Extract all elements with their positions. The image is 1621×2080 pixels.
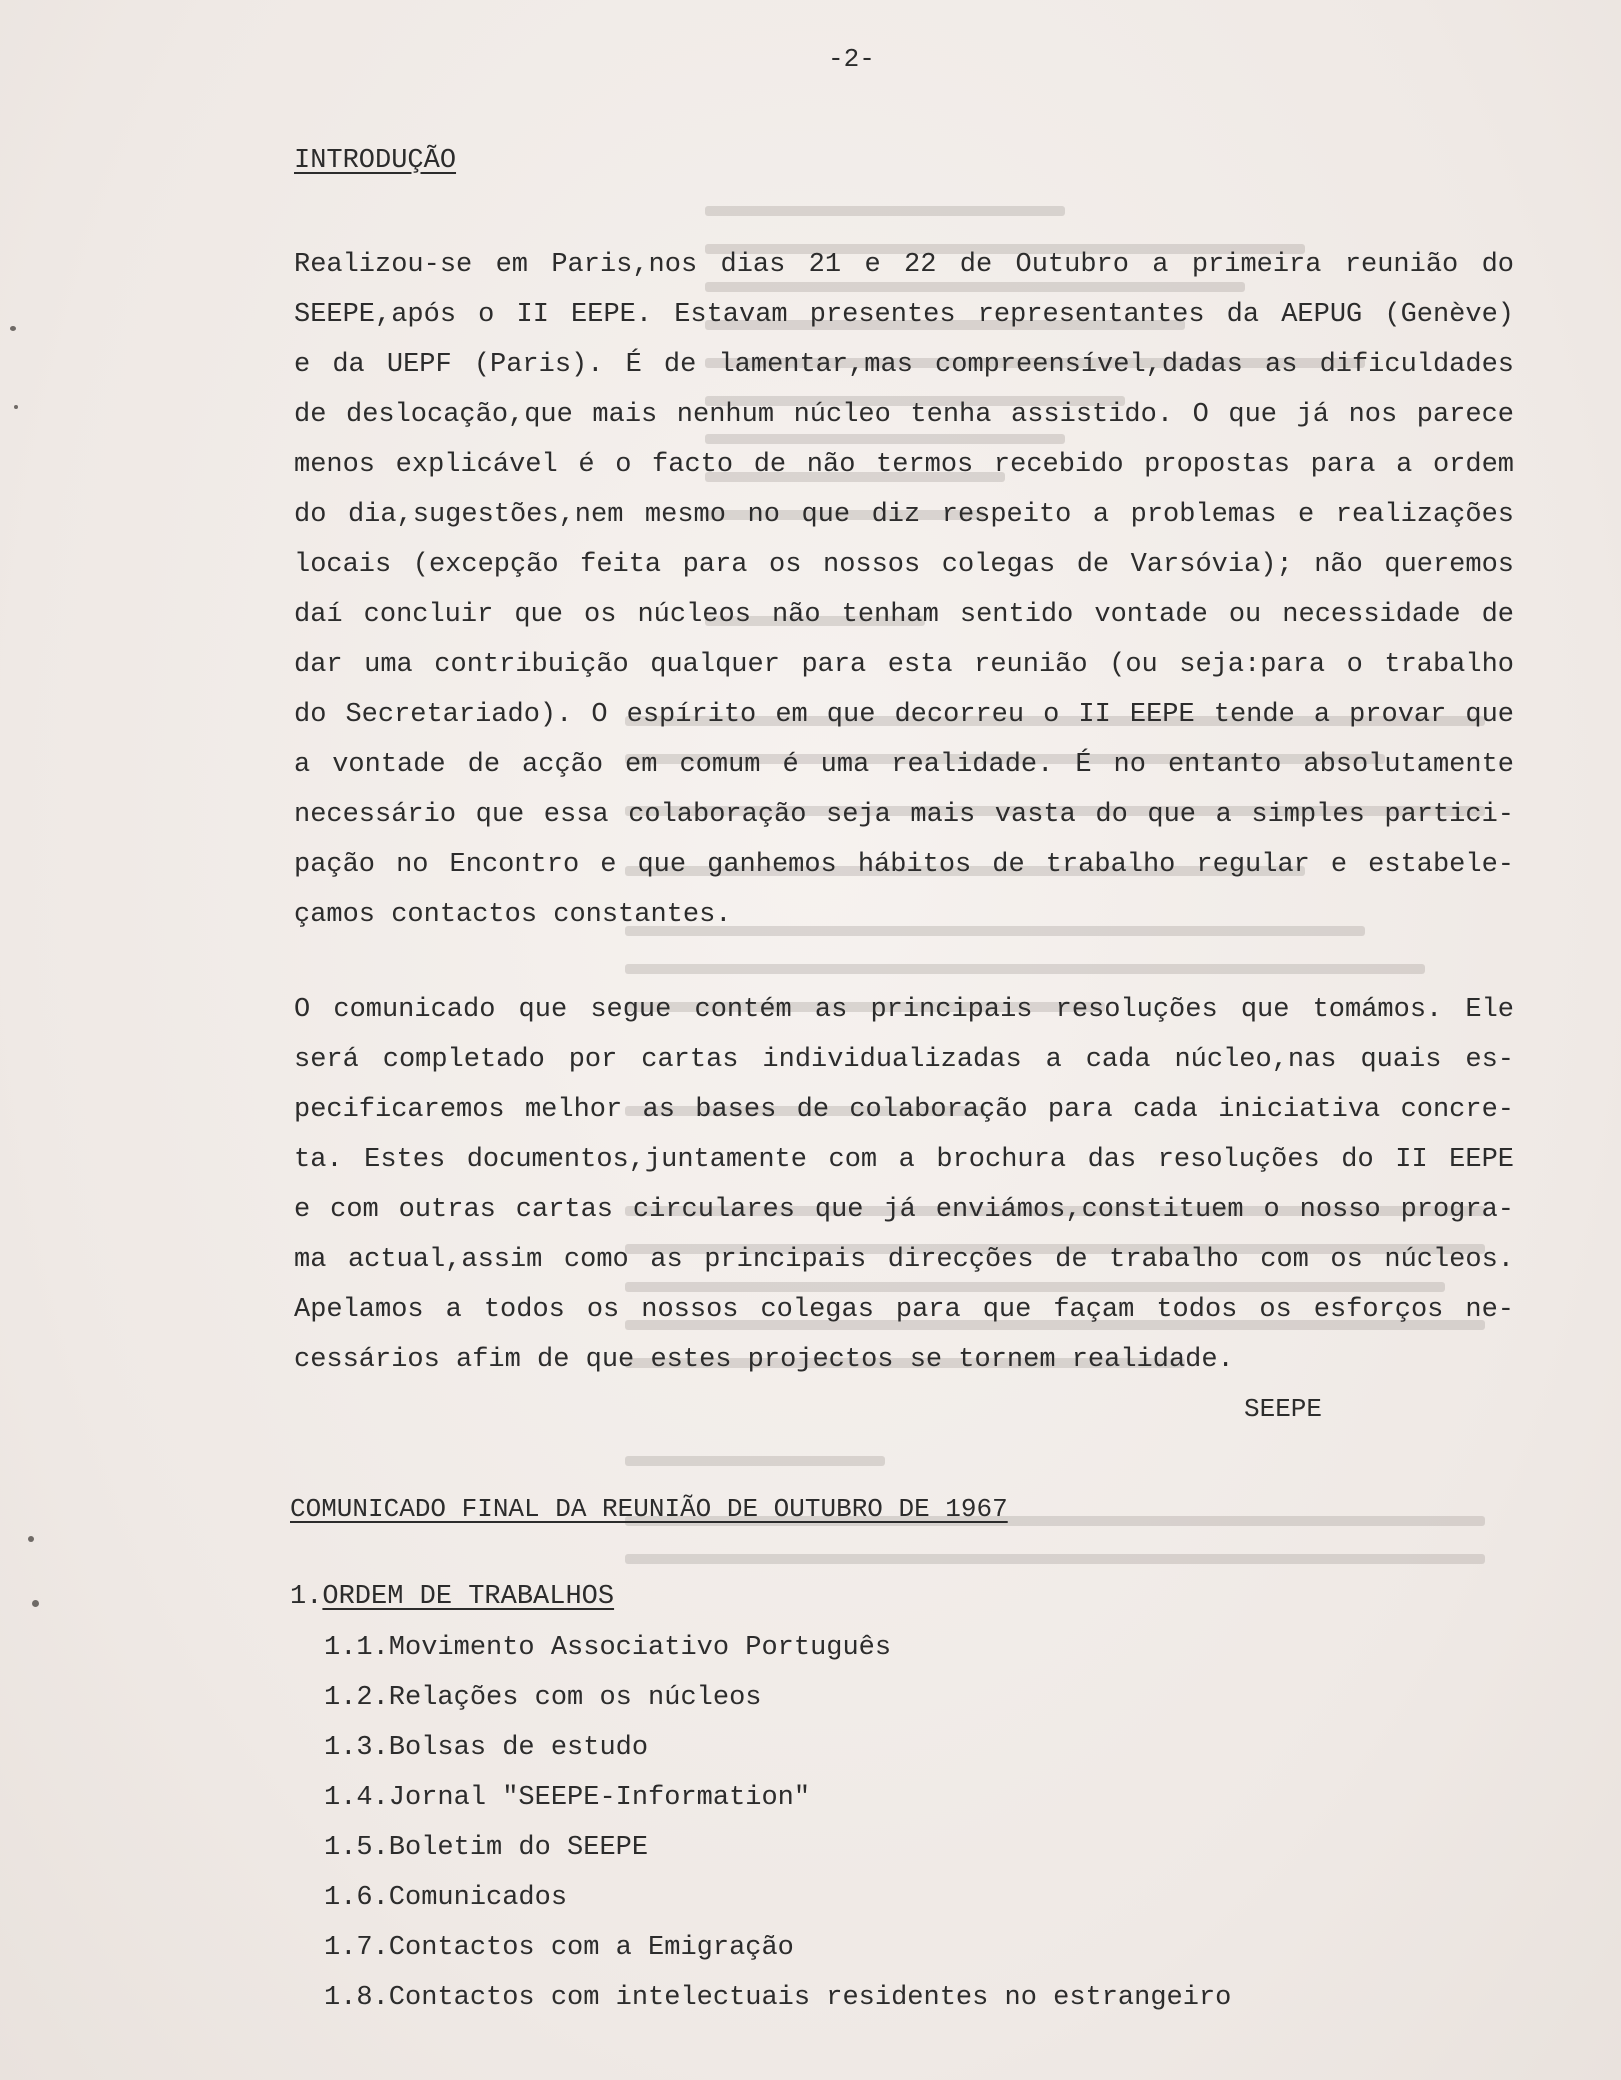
text-line: daí concluir que os núcleos não tenham sentido vontade ou necessidade de [294,600,1514,630]
agenda-heading [290,1582,614,1612]
agenda-section-title: ORDEM DE TRABALHOS [322,1582,615,1612]
agenda-item: 1.5.Boletim do SEEPE [324,1833,649,1863]
agenda-item: 1.4.Jornal "SEEPE-Information" [324,1783,811,1813]
agenda-item: 1.7.Contactos com a Emigração [324,1933,794,1963]
text-line: SEEPE,após o II EEPE. Estavam presentes representantes da AEPUG (Genève) [294,300,1514,330]
agenda-list [324,1623,1231,2023]
margin-speck [14,405,18,409]
margin-speck [10,326,16,331]
text-line: pação no Encontro e que ganhemos hábitos de trabalho regular e estabele- [294,850,1514,880]
text-line: locais (excepção feita para os nossos colegas de Varsóvia); não queremos [294,550,1514,580]
text-line: e da UEPF (Paris). É de lamentar,mas compreensível,dadas as dificuldades [294,350,1514,380]
margin-speck [32,1600,39,1607]
text-line: çamos contactos constantes. [294,900,732,930]
agenda-item: 1.1.Movimento Associativo Português [324,1633,892,1663]
signature: SEEPE [1244,1394,1323,1424]
agenda-item: 1.8.Contactos com intelectuais residentes no estrangeiro [324,1983,1232,2013]
agenda-item: 1.3.Bolsas de estudo [324,1733,649,1763]
text-line: de deslocação,que mais nenhum núcleo tenha assistido. O que já nos parece [294,400,1514,430]
text-line: cessários afim de que estes projectos se tornem realidade. [294,1345,1234,1375]
text-line: do dia,sugestões,nem mesmo no que diz respeito a problemas e realizações [294,500,1514,530]
text-line: pecificaremos melhor as bases de colaboração para cada iniciativa concre- [294,1095,1514,1125]
agenda-section-number: 1. [290,1582,323,1612]
text-line: ma actual,assim como as principais direcções de trabalho com os núcleos. [294,1245,1514,1275]
introduction-paragraph-1 [294,240,1514,940]
text-line: do Secretariado). O espírito em que decorreu o II EEPE tende a provar que [294,700,1514,730]
text-line: a vontade de acção em comum é uma realidade. É no entanto absolutamente [294,750,1514,780]
agenda-item: 1.6.Comunicados [324,1883,568,1913]
text-line: Apelamos a todos os nossos colegas para que façam todos os esforços ne- [294,1295,1514,1325]
text-line: O comunicado que segue contém as principais resoluções que tomámos. Ele [294,995,1514,1025]
text-line: dar uma contribuição qualquer para esta reunião (ou seja:para o trabalho [294,650,1514,680]
margin-speck [28,1536,34,1542]
page-number: -2- [828,44,875,74]
introduction-paragraph-2 [294,985,1514,1385]
text-line: menos explicável é o facto de não termos recebido propostas para a ordem [294,450,1514,480]
text-line: e com outras cartas circulares que já enviámos,constituem o nosso progra- [294,1195,1514,1225]
text-line: será completado por cartas individualizadas a cada núcleo,nas quais es- [294,1045,1514,1075]
text-line: Realizou-se em Paris,nos dias 21 e 22 de Outubro a primeira reunião do [294,250,1514,280]
agenda-item: 1.2.Relações com os núcleos [324,1683,762,1713]
communique-title: COMUNICADO FINAL DA REUNIÃO DE OUTUBRO DE 1967 [290,1494,1008,1524]
text-line: necessário que essa colaboração seja mais vasta do que a simples partici- [294,800,1514,830]
introduction-heading: INTRODUÇÃO [294,146,457,176]
text-line: ta. Estes documentos,juntamente com a brochura das resoluções do II EEPE [294,1145,1514,1175]
